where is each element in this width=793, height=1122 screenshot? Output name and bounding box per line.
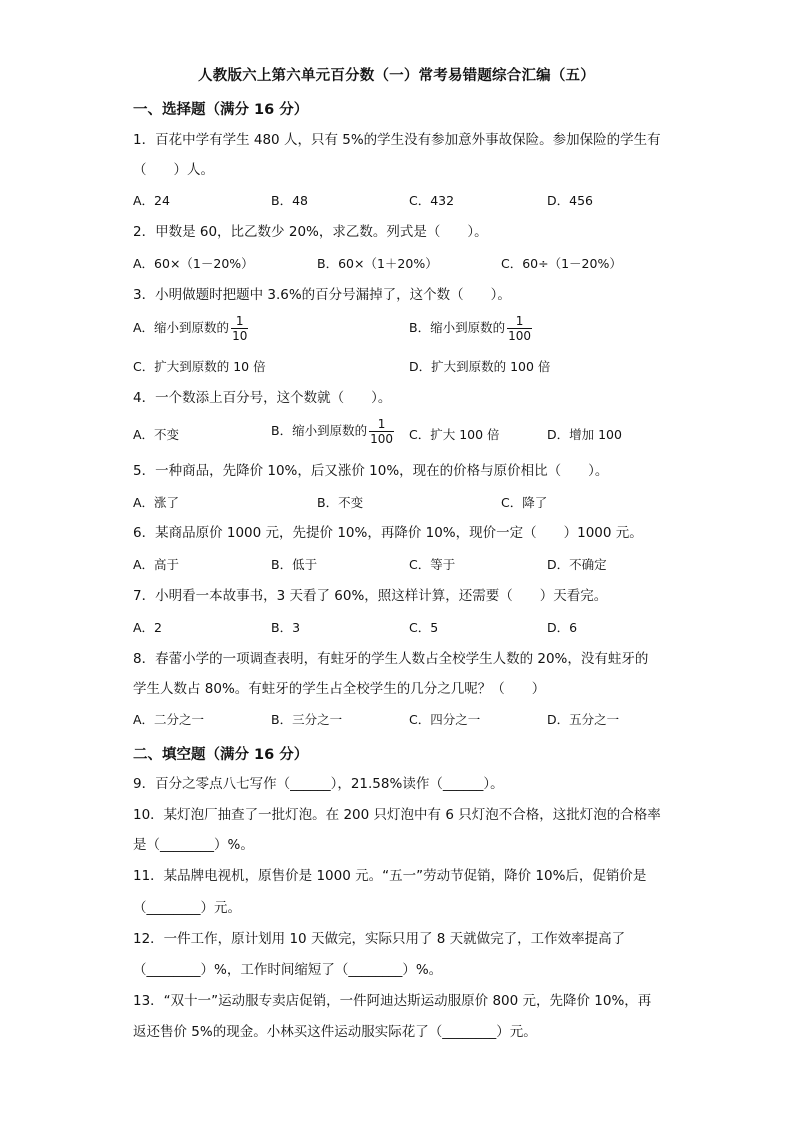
q1-option-a: A．24 — [133, 193, 170, 208]
fraction-numerator: 1 — [369, 417, 394, 432]
q12-stem-line2: （________）%，工作时间缩短了（________）%。 — [133, 962, 443, 978]
q6-stem: 6．某商品原价 1000 元，先提价 10%，再降价 10%，现价一定（ ）1000 元。 — [133, 525, 643, 541]
fraction-denominator: 10 — [232, 329, 248, 343]
section-fill-heading: 二、填空题（满分 16 分） — [133, 747, 309, 763]
q9-stem: 9．百分之零点八七写作（______），21.58%读作（______）。 — [133, 776, 504, 792]
q1-option-d: D．456 — [547, 193, 593, 208]
q7-option-c: C．5 — [409, 620, 439, 635]
fraction-denominator: 100 — [508, 329, 531, 343]
fraction-denominator: 100 — [370, 432, 393, 446]
q3-option-a — [133, 314, 248, 343]
q7-option-b: B．3 — [271, 620, 301, 635]
q4-stem: 4．一个数添上百分号，这个数就（ ）。 — [133, 390, 392, 406]
page-title: 人教版六上第六单元百分数（一）常考易错题综合汇编（五） — [198, 68, 595, 84]
q6-option-d: D．不确定 — [547, 557, 607, 572]
q13-stem-line1: 13．“双十一”运动服专卖店促销，一件阿迪达斯运动服原价 800 元，先降价 10%，再 — [133, 993, 652, 1009]
q4-option-a: A．不变 — [133, 427, 180, 442]
q8-stem-line2: 学生人数占 80%。有蛀牙的学生占全校学生的几分之几呢？（ ） — [133, 681, 546, 697]
q3-option-b-text: B．缩小到原数的 — [409, 320, 506, 335]
q1-option-c: C．432 — [409, 193, 455, 208]
q1-stem-line2: （ ）人。 — [133, 162, 214, 178]
q4-option-b-text: B．缩小到原数的 — [271, 423, 368, 438]
q1-option-b: B．48 — [271, 193, 308, 208]
q7-stem: 7．小明看一本故事书，3 天看了 60%，照这样计算，还需要（ ）天看完。 — [133, 588, 608, 604]
q4-option-b — [271, 417, 394, 446]
q8-option-c: C．四分之一 — [409, 712, 481, 727]
q3-stem: 3．小明做题时把题中 3.6%的百分号漏掉了，这个数（ ）。 — [133, 287, 511, 303]
q6-option-a: A．高于 — [133, 557, 180, 572]
fraction-numerator: 1 — [231, 314, 248, 329]
q4-option-c: C．扩大 100 倍 — [409, 427, 500, 442]
q7-option-d: D．6 — [547, 620, 578, 635]
q8-stem-line1: 8．春蕾小学的一项调查表明，有蛀牙的学生人数占全校学生人数的 20%，没有蛀牙的 — [133, 651, 649, 667]
q11-stem-line1: 11．某品牌电视机，原售价是 1000 元。“五一”劳动节促销，降价 10%后，促销价是 — [133, 868, 647, 884]
q12-stem-line1: 12．一件工作，原计划用 10 天做完，实际只用了 8 天就做完了，工作效率提高了 — [133, 931, 626, 947]
q6-option-b: B．低于 — [271, 557, 318, 572]
q4-option-b-fraction — [369, 417, 394, 446]
q2-option-a: A．60×（1－20%） — [133, 256, 254, 271]
q13-stem-line2: 返还售价 5%的现金。小林买这件运动服实际花了（________）元。 — [133, 1024, 537, 1040]
q10-stem-line2: 是（________）%。 — [133, 837, 254, 853]
q2-stem: 2．甲数是 60，比乙数少 20%，求乙数。列式是（ ）。 — [133, 224, 488, 240]
q7-option-a: A．2 — [133, 620, 163, 635]
q3-option-a-fraction — [231, 314, 248, 343]
q2-option-b: B．60×（1＋20%） — [317, 256, 438, 271]
q8-option-d: D．五分之一 — [547, 712, 620, 727]
q4-option-d: D．增加 100 — [547, 427, 622, 442]
q3-option-c: C．扩大到原数的 10 倍 — [133, 359, 266, 374]
q10-stem-line1: 10．某灯泡厂抽查了一批灯泡。在 200 只灯泡中有 6 只灯泡不合格，这批灯泡的合格率 — [133, 807, 661, 823]
fraction-numerator: 1 — [507, 314, 532, 329]
q5-stem: 5．一种商品，先降价 10%，后又涨价 10%，现在的价格与原价相比（ ）。 — [133, 463, 609, 479]
q8-option-b: B．三分之一 — [271, 712, 343, 727]
q8-option-a: A．二分之一 — [133, 712, 205, 727]
q1-stem-line1: 1．百花中学有学生 480 人，只有 5%的学生没有参加意外事故保险。参加保险的学生有 — [133, 132, 661, 148]
q6-option-c: C．等于 — [409, 557, 456, 572]
q3-option-a-text: A．缩小到原数的 — [133, 320, 230, 335]
q3-option-b-fraction — [507, 314, 532, 343]
q3-option-b — [409, 314, 532, 343]
q2-option-c: C．60÷（1－20%） — [501, 256, 622, 271]
q3-option-d: D．扩大到原数的 100 倍 — [409, 359, 551, 374]
q5-option-b: B．不变 — [317, 495, 364, 510]
q5-option-a: A．涨了 — [133, 495, 180, 510]
q5-option-c: C．降了 — [501, 495, 548, 510]
q11-stem-line2: （________）元。 — [133, 900, 241, 916]
section-choice-heading: 一、选择题（满分 16 分） — [133, 102, 309, 118]
